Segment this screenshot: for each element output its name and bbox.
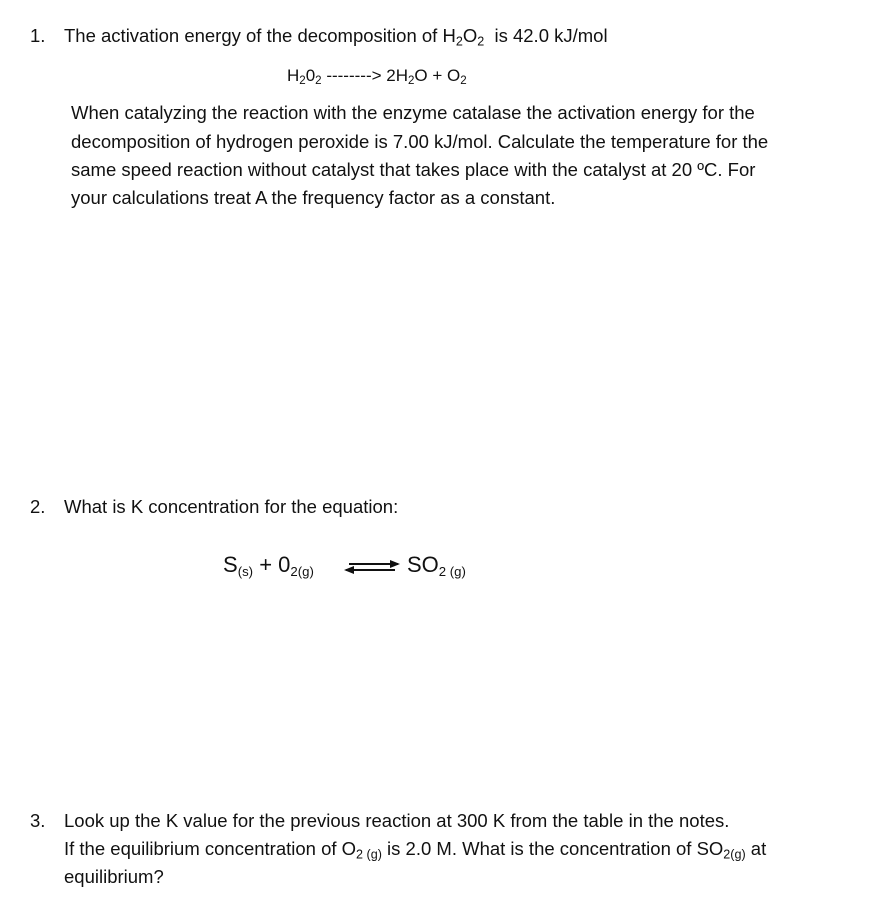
question-2-text: What is K concentration for the equation: xyxy=(64,496,399,517)
question-2-equation: $S_{(s)} + 0_{2(g)}$ xyxy=(223,552,314,580)
question-1-paragraph-line: same speed reaction without catalyst that takes place with the catalyst at 20 ºC. For xyxy=(71,159,756,180)
question-1-equation: $H_20_2$ --------> $2H_2O + O_2$ xyxy=(287,66,467,88)
question-1-paragraph-line: decomposition of hydrogen peroxide is 7.00 kJ/mol. Calculate the temperature for the xyxy=(71,131,769,152)
question-3-line-2: If the equilibrium concentration of $O_{2 (g)}$ is 2.0 M. What is the concentration of $SO_{2(g)}$ at xyxy=(64,838,767,862)
question-3-number: 3. xyxy=(30,810,46,831)
question-1-number: 1. xyxy=(30,25,46,46)
question-3-line-1: Look up the K value for the previous reaction at 300 K from the table in the notes. xyxy=(64,810,730,831)
question-1-intro: The activation energy of the decomposition of $H_2O_2$ is 42.0 kJ/mol xyxy=(64,25,608,49)
equilibrium-arrows-icon xyxy=(343,559,401,575)
question-2-product: $SO_{2 (g)}$ xyxy=(407,552,466,580)
question-1-paragraph-line: your calculations treat A the frequency factor as a constant. xyxy=(71,187,556,208)
question-3-line-3: equilibrium? xyxy=(64,866,164,887)
question-1-paragraph-line: When catalyzing the reaction with the enzyme catalase the activation energy for the xyxy=(71,102,755,123)
question-2-number: 2. xyxy=(30,496,46,517)
